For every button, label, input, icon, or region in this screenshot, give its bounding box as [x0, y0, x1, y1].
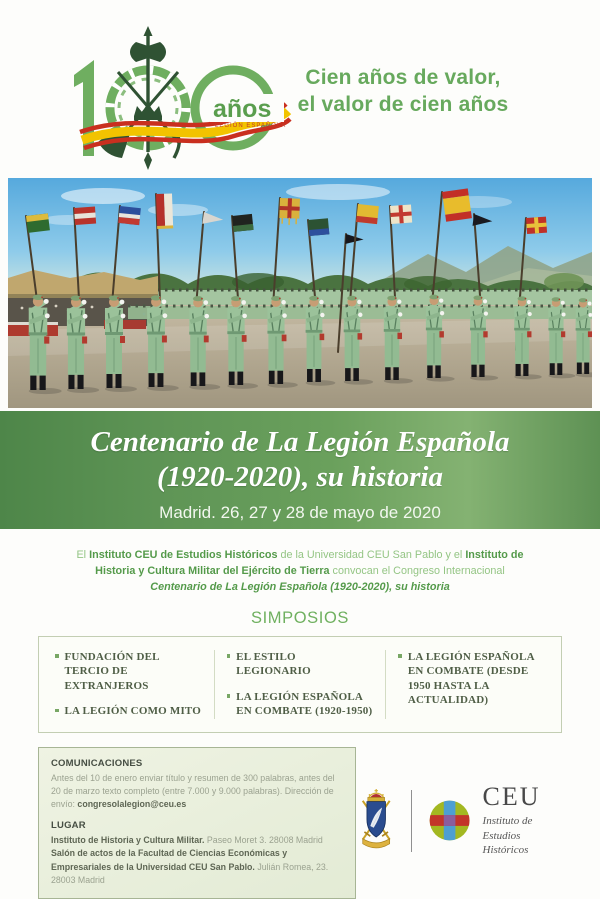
simposio-item [227, 650, 374, 679]
bullet-icon [227, 694, 231, 698]
simposio-label: FUNDACIÓN DEL TERCIO DE EXTRANJEROS [65, 650, 202, 694]
lugar-heading: LUGAR [51, 820, 343, 831]
logo-brand-small-text: LEGIÓN ESPAÑOLA [215, 122, 286, 129]
tagline [286, 64, 520, 119]
intro-seg1: El [76, 549, 89, 561]
intro-org2: Instituto de Historia y Cultura Militar del Ejército de Tierra [95, 549, 523, 577]
bullet-icon [55, 654, 59, 658]
comunicaciones-heading: COMUNICACIONES [51, 758, 343, 769]
tagline-line1: Cien años de valor, [286, 64, 520, 91]
comunicaciones-body [51, 772, 343, 812]
simposios-box [38, 636, 562, 733]
ceu-acronym: CEU [483, 784, 562, 810]
simposio-label: LA LEGIÓN ESPAÑOLA EN COMBATE (1920-1950) [236, 690, 373, 719]
simposio-item [227, 690, 374, 719]
simposio-label: LA LEGIÓN ESPAÑOLA EN COMBATE (DESDE 1950 HASTA LA ACTUALIDAD) [408, 650, 545, 708]
simposios-column-3 [385, 650, 557, 719]
simposio-label: EL ESTILO LEGIONARIO [236, 650, 373, 679]
congress-date: Madrid. 26, 27 y 28 de mayo de 2020 [0, 503, 600, 523]
title-banner [0, 411, 600, 529]
intro-seg3: convocan el Congreso Internacional [330, 565, 505, 577]
tagline-line2: el valor de cien años [286, 91, 520, 118]
congress-title-line1: Centenario de La Legión Española [0, 425, 600, 460]
legion-parade-photo [8, 178, 592, 408]
ceu-subtitle [483, 814, 562, 857]
logo-divider [411, 790, 412, 852]
comunicaciones-text: Antes del 10 de enero enviar título y resumen de 300 palabras, antes del 20 de marzo texto completo (entre 7.000 y 9.000 palabras). Dirección de envío: [51, 773, 335, 809]
simposio-item [398, 650, 545, 708]
venue2-address: Julián Romea, 23. 28003 Madrid [51, 862, 328, 885]
footer [38, 747, 562, 899]
lugar-body [51, 834, 343, 887]
intro-org1: Instituto CEU de Estudios Históricos [89, 549, 277, 561]
logo-anos-text: años [213, 95, 271, 123]
simposios-column-2 [214, 650, 386, 719]
legion-parade-illustration [8, 178, 592, 408]
simposio-label: LA LEGIÓN COMO MITO [65, 704, 202, 719]
ceu-wordmark [483, 784, 562, 857]
simposio-item [55, 704, 202, 719]
venue1-address: Paseo Moret 3. 28008 Madrid [204, 835, 322, 845]
venue1-name: Instituto de Historia y Cultura Militar. [51, 835, 204, 845]
venue2-name: Salón de actos de la Facultad de Ciencias Económicas y Empresariales de la Universidad CEU San Pablo. [51, 848, 287, 871]
congress-title [0, 425, 600, 495]
ceu-subtitle-line2: Estudios Históricos [483, 829, 562, 858]
ceu-subtitle-line1: Instituto de [483, 814, 562, 828]
congress-title-line2: (1920-2020), su historia [0, 460, 600, 495]
simposios-column-1 [43, 650, 214, 719]
header [0, 0, 600, 178]
military-institute-crest-icon [356, 783, 396, 859]
intro-congress-title: Centenario de La Legión Española (1920-2020), su historia [56, 579, 544, 595]
simposios-heading: SIMPOSIOS [0, 609, 600, 628]
intro-paragraph [56, 547, 544, 596]
legion-centenary-logo [70, 24, 294, 174]
bullet-icon [398, 654, 402, 658]
intro-seg2: de la Universidad CEU San Pablo y el [277, 549, 465, 561]
info-box [38, 747, 356, 899]
organizer-logos [356, 783, 562, 859]
email-link[interactable]: congresolalegion@ceu.es [77, 799, 186, 809]
simposio-item [55, 650, 202, 694]
bullet-icon [227, 654, 231, 658]
ceu-logo-icon [428, 797, 471, 844]
bullet-icon [55, 709, 59, 713]
